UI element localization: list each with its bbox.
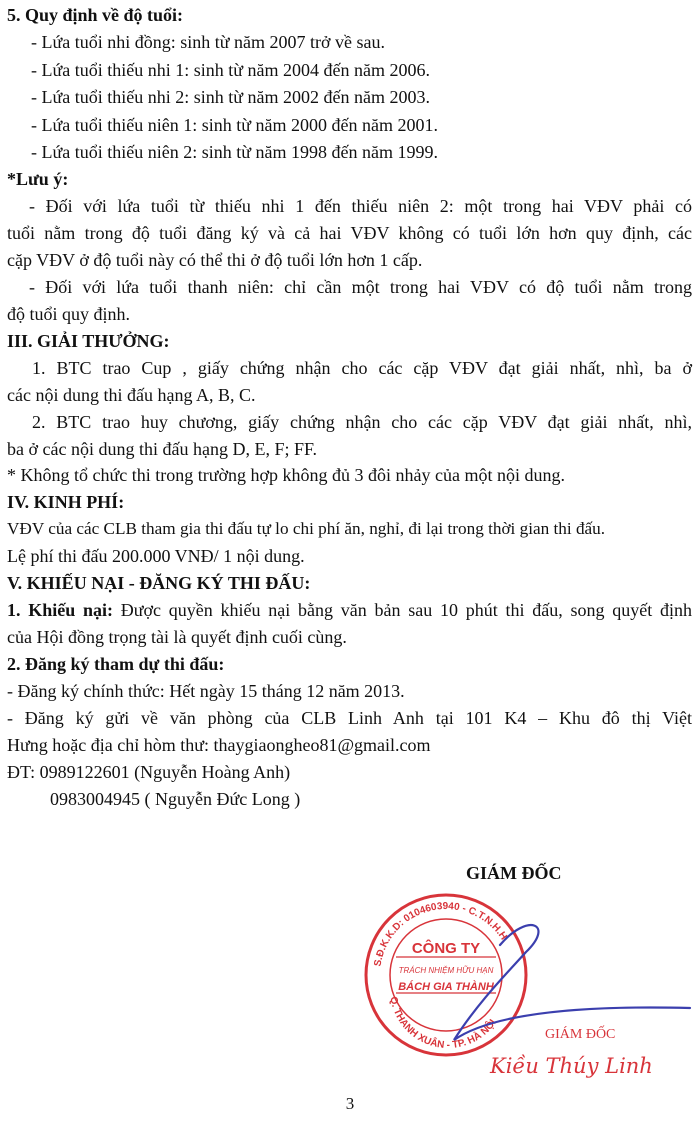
seal-bottom-text: Q. THANH XUÂN - TP. HÀ NỘI: [387, 995, 499, 1051]
seal-stamp: [366, 895, 526, 1055]
paragraph-line: 2. BTC trao huy chương, giấy chứng nhận cho các cặp VĐV đạt giải nhất, nhì,: [32, 412, 692, 432]
stamp-director-title: GIÁM ĐỐC: [545, 1027, 616, 1042]
section-heading: III. GIẢI THƯỞNG:: [7, 331, 170, 351]
seal-company-type: TRÁCH NHIỆM HỮU HẠN: [398, 966, 494, 975]
complaint-label: 1. Khiếu nại:: [7, 600, 114, 620]
signature-title: GIÁM ĐỐC: [466, 863, 562, 883]
section-heading: 5. Quy định về độ tuổi:: [7, 5, 184, 25]
paragraph-line: VĐV của các CLB tham gia thi đấu tự lo chi phí ăn, nghỉ, đi lại trong thời gian thi đấu.: [7, 519, 606, 538]
subsection-heading: 2. Đăng ký tham dự thi đấu:: [7, 654, 225, 674]
seal-company-label: CÔNG TY: [411, 940, 481, 957]
paragraph-line: - Đăng ký chính thức: Hết ngày 15 tháng 12 năm 2013.: [7, 681, 405, 701]
seal-company-name: BÁCH GIA THÀNH: [398, 981, 494, 993]
paragraph-line: của Hội đồng trọng tài là quyết định cuối cùng.: [7, 627, 347, 647]
list-item: - Lứa tuổi thiếu nhi 1: sinh từ năm 2004 đến năm 2006.: [31, 60, 430, 80]
paragraph-line: các nội dung thi đấu hạng A, B, C.: [7, 385, 256, 405]
paragraph-line: ba ở các nội dung thi đấu hạng D, E, F; FF.: [7, 439, 318, 459]
phone-number: 0989122601 (Nguyễn Hoàng Anh): [35, 762, 291, 782]
paragraph-line: cặp VĐV ở độ tuổi này có thể thi ở độ tuổi lớn hơn 1 cấp.: [7, 250, 423, 270]
section-heading: IV. KINH PHÍ:: [7, 492, 125, 512]
paragraph-line: Lệ phí thi đấu 200.000 VNĐ/ 1 nội dung.: [7, 546, 305, 566]
list-item: - Lứa tuổi thiếu nhi 2: sinh từ năm 2002 đến năm 2003.: [31, 87, 430, 107]
phone-line: [7, 761, 692, 787]
paragraph-line: - Đối với lứa tuổi từ thiếu nhi 1 đến thiếu niên 2: một trong hai VĐV phải có: [29, 196, 692, 216]
signer-name: Kiều Thúy Linh: [490, 1054, 653, 1078]
seal-top-text: S.Đ.K.K.D: 0104603940 - C.T.N.H.H: [372, 900, 509, 968]
phone-label: ĐT:: [7, 762, 36, 782]
paragraph-line: tuổi nằm trong độ tuổi đăng ký và cả hai VĐV không có tuổi lớn hơn quy định, các: [7, 223, 692, 243]
paragraph-line: 1. BTC trao Cup , giấy chứng nhận cho các cặp VĐV đạt giải nhất, nhì, ba ở: [32, 358, 692, 378]
list-item: - Lứa tuổi thiếu niên 2: sinh từ năm 1998 đến năm 1999.: [31, 142, 438, 162]
section-heading: V. KHIẾU NẠI - ĐĂNG KÝ THI ĐẤU:: [7, 573, 311, 593]
complaint-text: Được quyền khiếu nại bằng văn bản sau 10 phút thi đấu, song quyết định: [113, 600, 692, 620]
paragraph-line: - Đối với lứa tuổi thanh niên: chỉ cần một trong hai VĐV có độ tuổi nằm trong: [29, 277, 692, 297]
paragraph-line: [7, 599, 692, 625]
paragraph-line: độ tuổi quy định.: [7, 304, 131, 324]
paragraph-line: - Đăng ký gửi về văn phòng của CLB Linh Anh tại 101 K4 – Khu đô thị Việt: [7, 708, 692, 728]
paragraph-line: * Không tổ chức thi trong trường hợp không đủ 3 đôi nhảy của một nội dung.: [7, 465, 565, 485]
list-item: - Lứa tuổi nhi đồng: sinh từ năm 2007 trở về sau.: [31, 32, 385, 52]
note-heading: *Lưu ý:: [7, 169, 69, 189]
page-number: 3: [345, 1094, 355, 1113]
company-seal: [350, 890, 700, 1100]
paragraph-line: Hưng hoặc địa chỉ hòm thư: thaygiaongheo81@gmail.com: [7, 735, 431, 755]
list-item: - Lứa tuổi thiếu niên 1: sinh từ năm 2000 đến năm 2001.: [31, 115, 438, 135]
phone-line: 0983004945 ( Nguyễn Đức Long ): [50, 789, 301, 809]
